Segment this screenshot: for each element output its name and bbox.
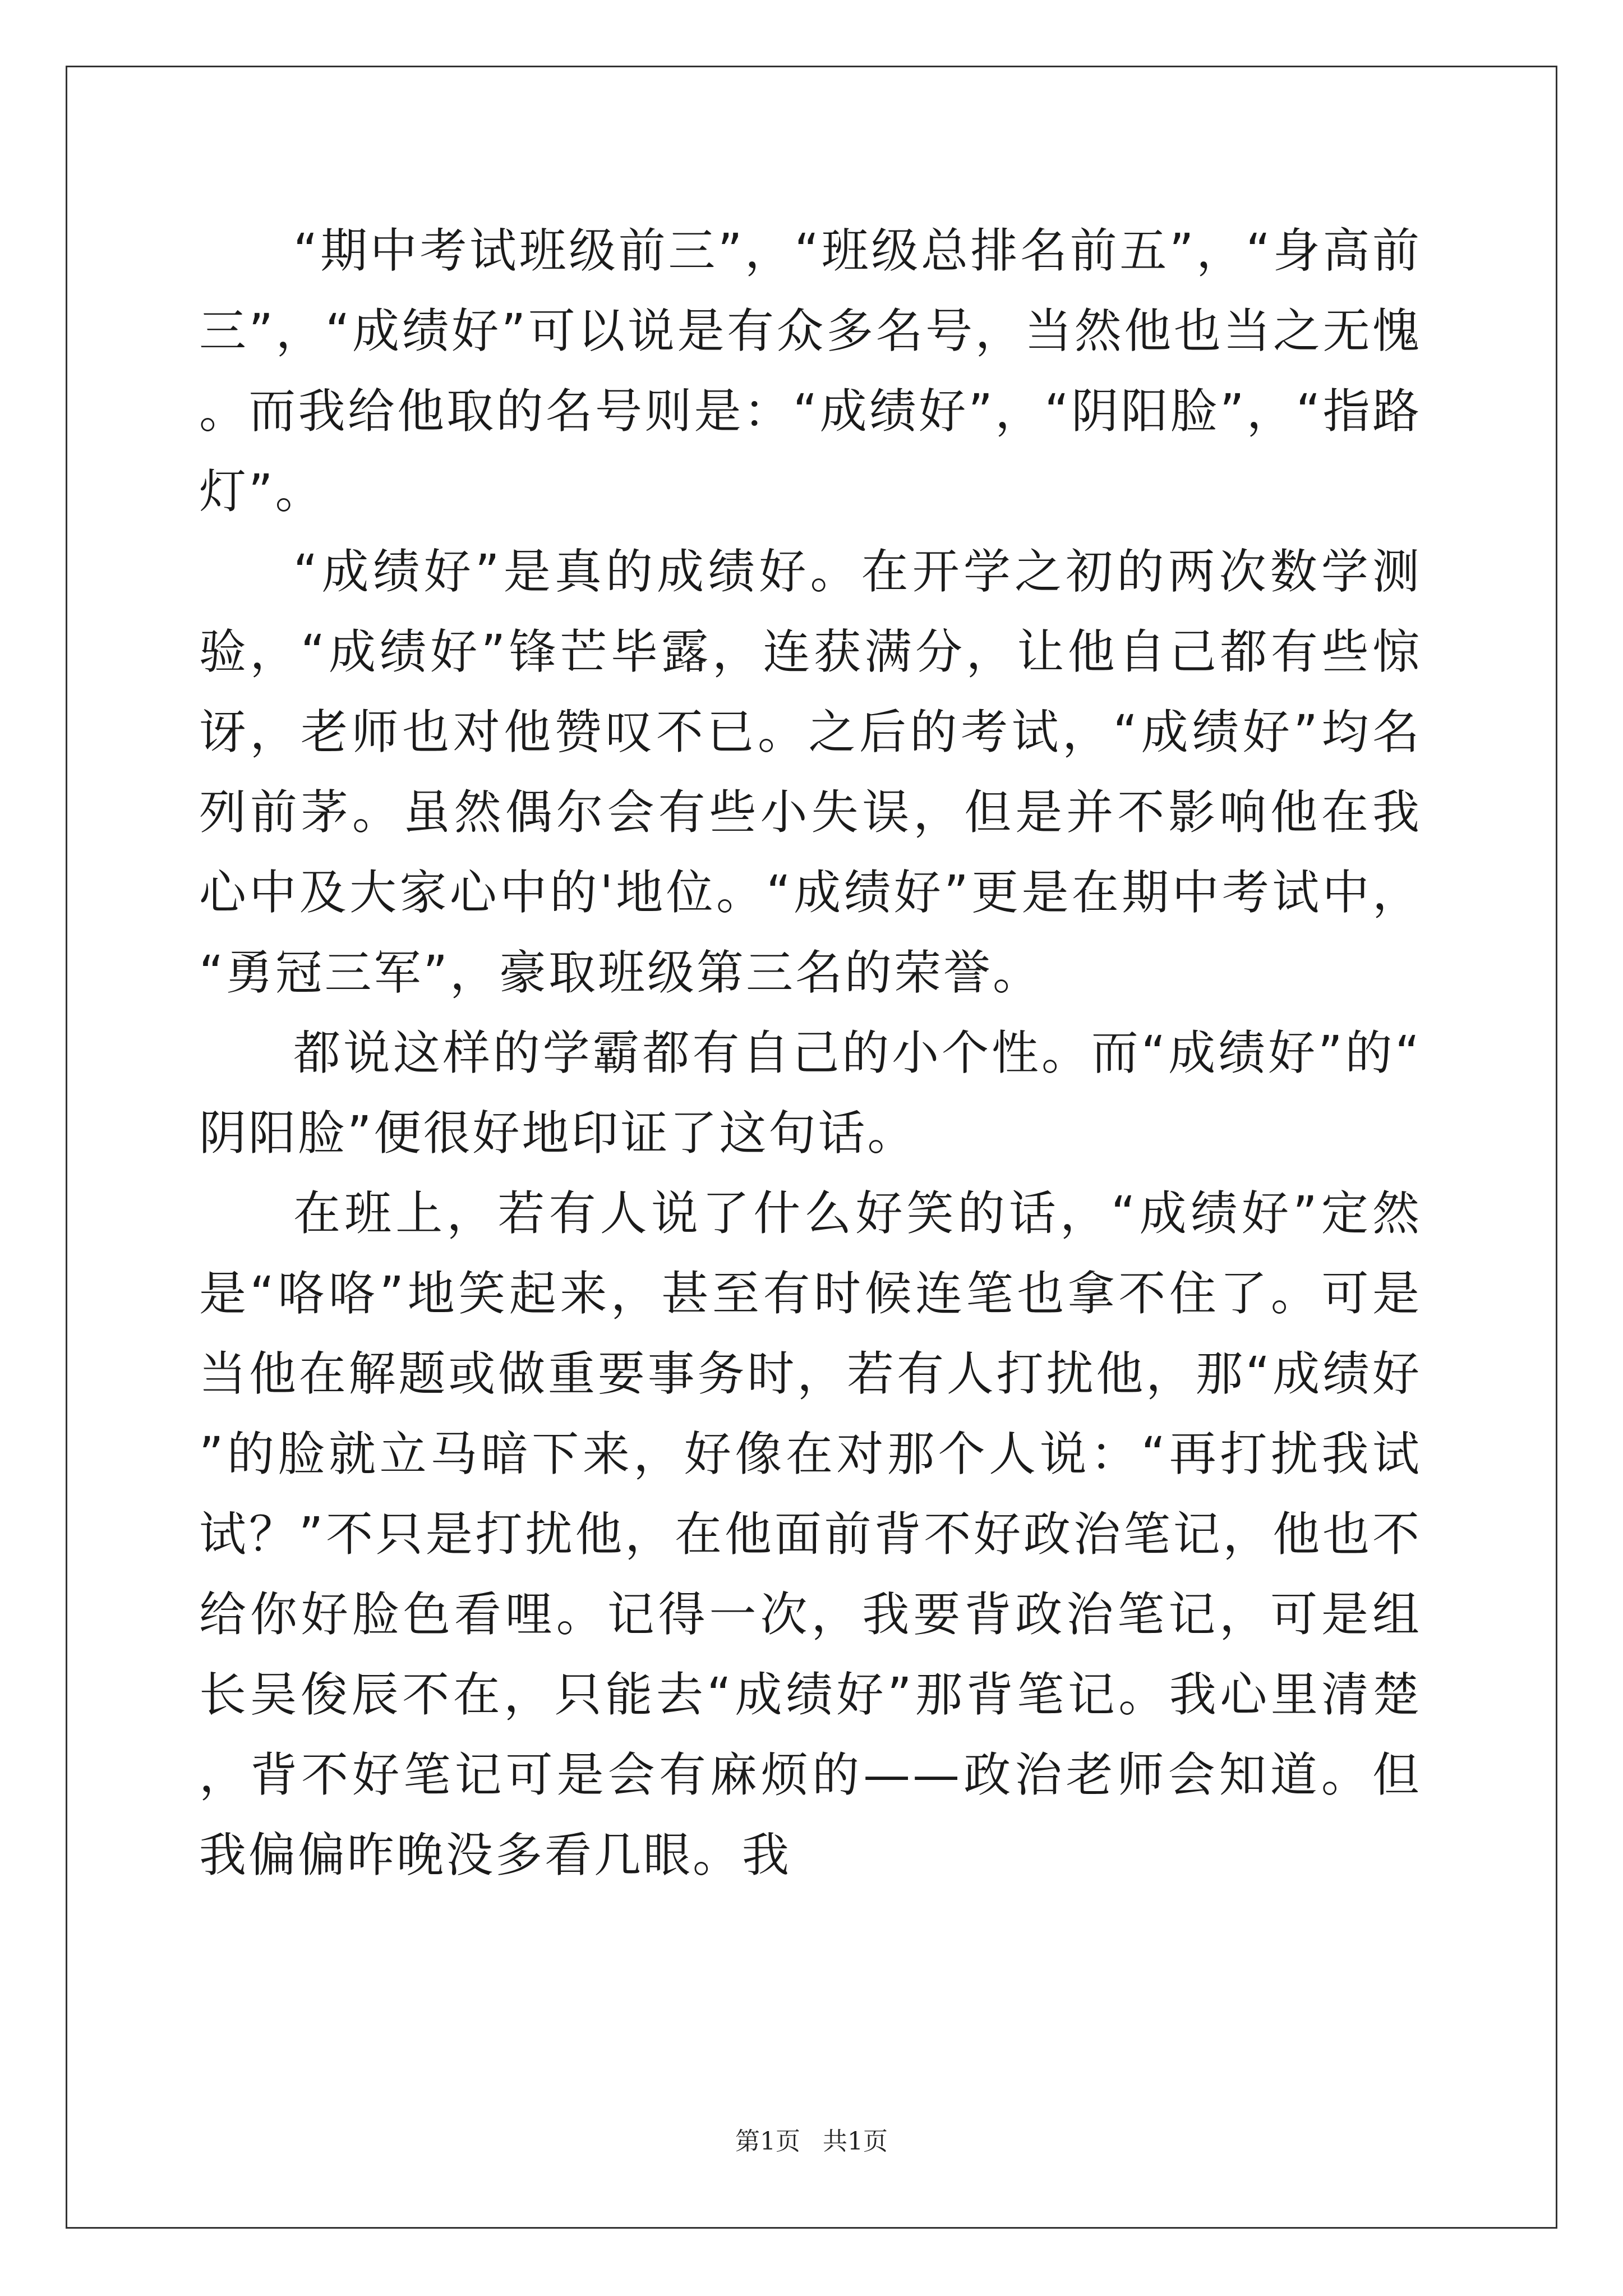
paragraph: 都说这样的学霸都有自己的小个性。而“成绩好”的“阴阳脸”便很好地印证了这句话。 <box>199 1025 1422 1161</box>
page-number-total: 共1页 <box>823 2127 888 2156</box>
document-body <box>199 211 1422 1895</box>
paragraph: 在班上，若有人说了什么好笑的话，“成绩好”定然是“咯咯”地笑起来，甚至有时候连笔也拿不住了。可是当他在解题或做重要事务时，若有人打扰他，那“成绩好”的脸就立马暗下来，好像在对那个人说：“再打扰我试试？”不只是打扰他，在他面前背不好政治笔记，他也不给你好脸色看哩。记得一次，我要背政治笔记，可是组长吴俊辰不在，只能去“成绩好”那背笔记。我心里清楚，背不好笔记可是会有麻烦的——政治老师会知道。但我偏偏昨晚没多看几眼。我 <box>199 1186 1422 1883</box>
paragraph: “成绩好”是真的成绩好。在开学之初的两次数学测验，“成绩好”锋芒毕露，连获满分，让他自己都有些惊讶，老师也对他赞叹不已。之后的考试，“成绩好”均名列前茅。虽然偶尔会有些小失误，但是并不影响他在我心中及大家心中的'地位。“成绩好”更是在期中考试中，“勇冠三军”，豪取班级第三名的荣誉。 <box>199 544 1422 1000</box>
page-footer <box>0 2125 1623 2159</box>
paragraph: “期中考试班级前三”，“班级总排名前五”，“身高前三”，“成绩好”可以说是有众多名号，当然他也当之无愧。而我给他取的名号则是：“成绩好”，“阴阳脸”，“指路灯”。 <box>199 223 1422 519</box>
page-number-current: 第1页 <box>735 2127 800 2156</box>
